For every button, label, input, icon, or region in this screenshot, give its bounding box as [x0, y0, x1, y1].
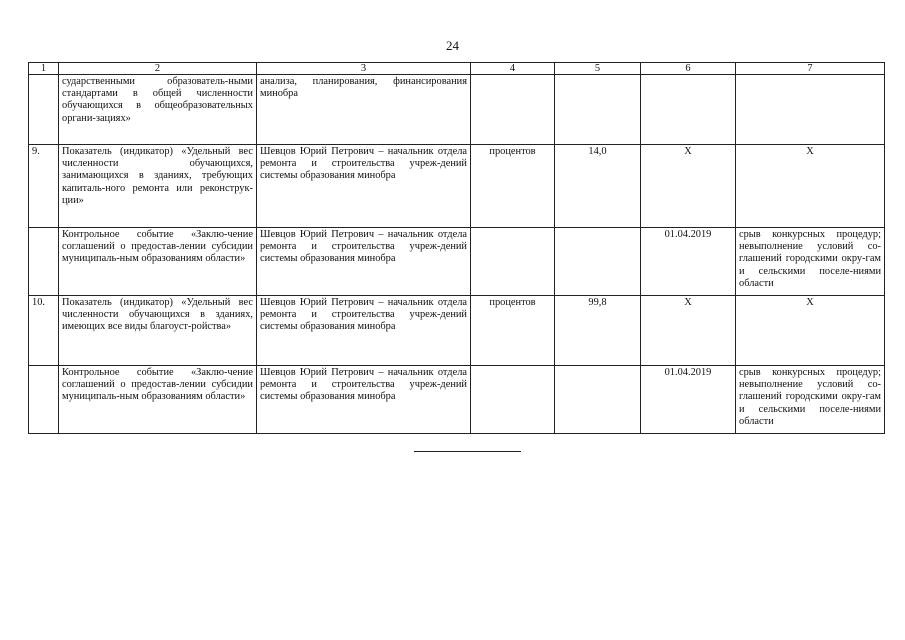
- value-cell: [555, 228, 641, 296]
- date-cell: 01.04.2019: [641, 228, 736, 296]
- table-row: [29, 75, 885, 145]
- row-number: [29, 228, 59, 296]
- indicator-name: Показатель (индикатор) «Удельный вес численности обучающихся, занимающихся в зданиях, требующих капиталь-ного ремонта или реконструк-ции»: [59, 145, 257, 228]
- responsible-person: Шевцов Юрий Петрович – начальник отдела ремонта и строительства учреж-дений системы образования минобра: [257, 145, 471, 228]
- row-number: [29, 366, 59, 434]
- value-cell: 99,8: [555, 296, 641, 366]
- column-number: 6: [641, 63, 736, 75]
- table-row: [29, 366, 885, 434]
- column-number: 5: [555, 63, 641, 75]
- column-number: 7: [736, 63, 885, 75]
- unit-cell: [471, 366, 555, 434]
- unit-cell: [471, 228, 555, 296]
- value-cell: 14,0: [555, 145, 641, 228]
- value-cell: [555, 75, 641, 145]
- date-cell: X: [641, 296, 736, 366]
- risk-cell: срыв конкурсных процедур; невыполнение условий со-глашений городскими окру-гам и сельскими поселе-ниями области: [736, 366, 885, 434]
- row-number: 10.: [29, 296, 59, 366]
- risk-cell: срыв конкурсных процедур; невыполнение условий со-глашений городскими окру-гам и сельскими поселе-ниями области: [736, 228, 885, 296]
- risk-cell: [736, 75, 885, 145]
- row-number: [29, 75, 59, 145]
- column-number-row: [29, 63, 885, 75]
- responsible-person: Шевцов Юрий Петрович – начальник отдела ремонта и строительства учреж-дений системы образования минобра: [257, 228, 471, 296]
- indicator-name: Показатель (индикатор) «Удельный вес численности обучающихся в зданиях, имеющих все виды благоуст-ройства»: [59, 296, 257, 366]
- date-cell: [641, 75, 736, 145]
- column-number: 3: [257, 63, 471, 75]
- responsible-person: Шевцов Юрий Петрович – начальник отдела ремонта и строительства учреж-дений системы образования минобра: [257, 296, 471, 366]
- indicator-name: сударственными образователь-ными стандартами в общей численности обучающихся в общеобразовательных органи-зациях»: [59, 75, 257, 145]
- unit-cell: процентов: [471, 296, 555, 366]
- unit-cell: процентов: [471, 145, 555, 228]
- table-row: [29, 296, 885, 366]
- responsible-person: анализа, планирования, финансирования минобра: [257, 75, 471, 145]
- value-cell: [555, 366, 641, 434]
- risk-cell: X: [736, 296, 885, 366]
- unit-cell: [471, 75, 555, 145]
- date-cell: 01.04.2019: [641, 366, 736, 434]
- risk-cell: X: [736, 145, 885, 228]
- column-number: 1: [29, 63, 59, 75]
- table-row: [29, 145, 885, 228]
- row-number: 9.: [29, 145, 59, 228]
- control-event-name: Контрольное событие «Заклю-чение соглашений о предостав-лении субсидии муниципаль-ным образованиям области»: [59, 228, 257, 296]
- responsible-person: Шевцов Юрий Петрович – начальник отдела ремонта и строительства учреж-дений системы образования минобра: [257, 366, 471, 434]
- page-number: 24: [446, 38, 459, 53]
- control-event-name: Контрольное событие «Заклю-чение соглашений о предостав-лении субсидии муниципаль-ным образованиям области»: [59, 366, 257, 434]
- date-cell: X: [641, 145, 736, 228]
- column-number: 4: [471, 63, 555, 75]
- table-row: [29, 228, 885, 296]
- column-number: 2: [59, 63, 257, 75]
- footnote-divider: [414, 451, 521, 452]
- indicator-table: [28, 62, 885, 434]
